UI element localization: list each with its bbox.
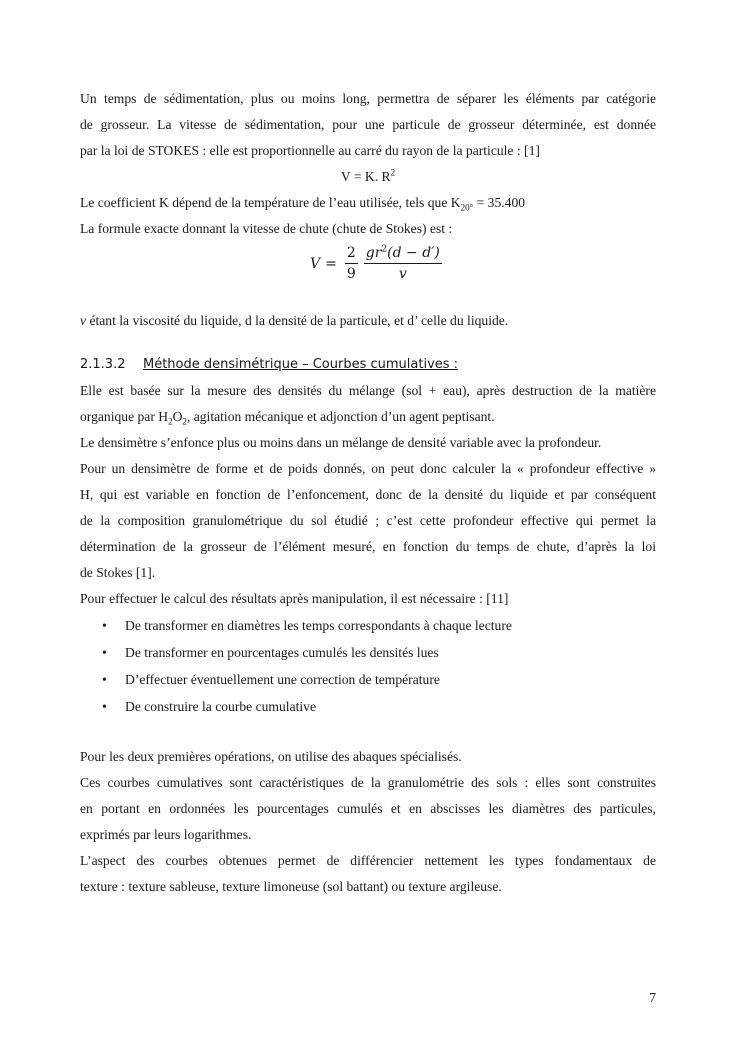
bullet-icon: •	[102, 645, 107, 660]
para4: Pour les deux premières opérations, on utilise des abaques spécialisés.	[80, 749, 462, 764]
document-page	[80, 86, 656, 900]
coef-sub: 20°	[460, 202, 474, 213]
para1-line3: par la loi de STOKES : elle est proportionnelle au carré du rayon de la particule : [1]	[80, 143, 540, 158]
para5-line1: Ces courbes cumulatives sont caractéristiques de la granulométrie des sols : elles sont construites	[80, 775, 656, 790]
bullet-icon: •	[102, 699, 107, 714]
para3-line3: H, qui est variable en fonction de l’enfoncement, donc de la densité du liquide et par conséquent	[80, 487, 656, 502]
frac1-denominator: 9	[346, 266, 356, 282]
coef-before: Le coefficient K dépend de la température de l’eau utilisée, tels que K	[80, 195, 461, 210]
formula1-sup: 2	[390, 167, 396, 178]
bullet-icon: •	[102, 672, 107, 687]
para2-sub2: 2	[182, 416, 187, 427]
para1-line2: de grosseur. La vitesse de sédimentation, pour une particule de grosseur déterminée, est donnée	[80, 117, 656, 132]
viscosity-symbol: v	[80, 313, 87, 328]
formula-intro: La formule exacte donnant la vitesse de chute (chute de Stokes) est :	[80, 221, 453, 236]
list-item	[80, 639, 656, 666]
page-number: 7	[649, 990, 656, 1005]
stokes-formula-simple	[80, 164, 656, 190]
formula2-eq: =	[325, 255, 337, 272]
para2-line2-after: , agitation mécanique et adjonction d’un agent peptisant.	[186, 409, 495, 424]
frac2-denominator: v	[398, 266, 407, 282]
para3-line6: de Stokes [1].	[80, 565, 156, 580]
formula2-lhs: V	[310, 255, 321, 272]
list-item-text: De transformer en diamètres les temps correspondants à chaque lecture	[125, 618, 512, 633]
list-item	[80, 612, 656, 639]
viscosity-line	[80, 308, 656, 334]
formula2-frac2	[364, 244, 442, 283]
frac2-num-sup: 2	[381, 244, 388, 255]
list-item-text: D’effectuer éventuellement une correction de température	[125, 672, 440, 687]
para5-line2: en portant en ordonnées les pourcentages cumulés et en abscisses les diamètres des particules,	[80, 801, 656, 816]
stokes-formula-full	[80, 242, 656, 290]
para2-sub1: 2	[168, 416, 173, 427]
para5-line3: exprimés par leurs logarithmes.	[80, 827, 252, 842]
formula2-frac1	[345, 244, 358, 283]
list-item-text: De construire la courbe cumulative	[125, 699, 316, 714]
coefficient-line	[80, 190, 656, 216]
para3-line2: Pour un densimètre de forme et de poids donnés, on peut donc calculer la « profondeur effective »	[80, 461, 656, 476]
formula1-text: V = K. R	[340, 169, 391, 184]
section-number: 2.1.3.2	[80, 357, 126, 372]
frac1-numerator: 2	[345, 244, 358, 264]
para6-line1: L’aspect des courbes obtenues permet de différencier nettement les types fondamentaux de	[80, 853, 656, 868]
list-item-text: De transformer en pourcentages cumulés les densités lues	[125, 645, 439, 660]
para2-line2-mid: O	[172, 409, 183, 424]
frac2-num-b: (d − d′)	[387, 245, 440, 261]
list-item	[80, 693, 656, 720]
viscosity-text: étant la viscosité du liquide, d la densité de la particule, et d’ celle du liquide.	[86, 313, 509, 328]
bullet-icon: •	[102, 618, 107, 633]
para6-line2: texture : texture sableuse, texture limoneuse (sol battant) ou texture argileuse.	[80, 879, 502, 894]
frac2-numerator	[364, 244, 442, 264]
para3-line5: détermination de la grosseur de l’élément mesuré, en fonction du temps de chute, d’après la loi	[80, 539, 656, 554]
section-heading	[80, 352, 656, 378]
para1-line1: Un temps de sédimentation, plus ou moins long, permettra de séparer les éléments par catégorie	[80, 91, 656, 106]
para2-line2-before: organique par H	[80, 409, 169, 424]
para2-line2	[80, 404, 656, 430]
para3-line4: de la composition granulométrique du sol étudié ; c’est cette profondeur effective qui permet la	[80, 513, 656, 528]
calc-intro: Pour effectuer le calcul des résultats après manipulation, il est nécessaire : [11]	[80, 591, 509, 606]
para2-line1: Elle est basée sur la mesure des densités du mélange (sol + eau), après destruction de la matière	[80, 383, 656, 398]
para3-line1: Le densimètre s’enfonce plus ou moins dans un mélange de densité variable avec la profondeur.	[80, 435, 602, 450]
coef-after: = 35.400	[473, 195, 526, 210]
operations-list	[80, 612, 656, 720]
list-item	[80, 666, 656, 693]
frac2-num-a: gr	[365, 245, 382, 261]
section-title: Méthode densimétrique – Courbes cumulatives :	[143, 357, 459, 372]
